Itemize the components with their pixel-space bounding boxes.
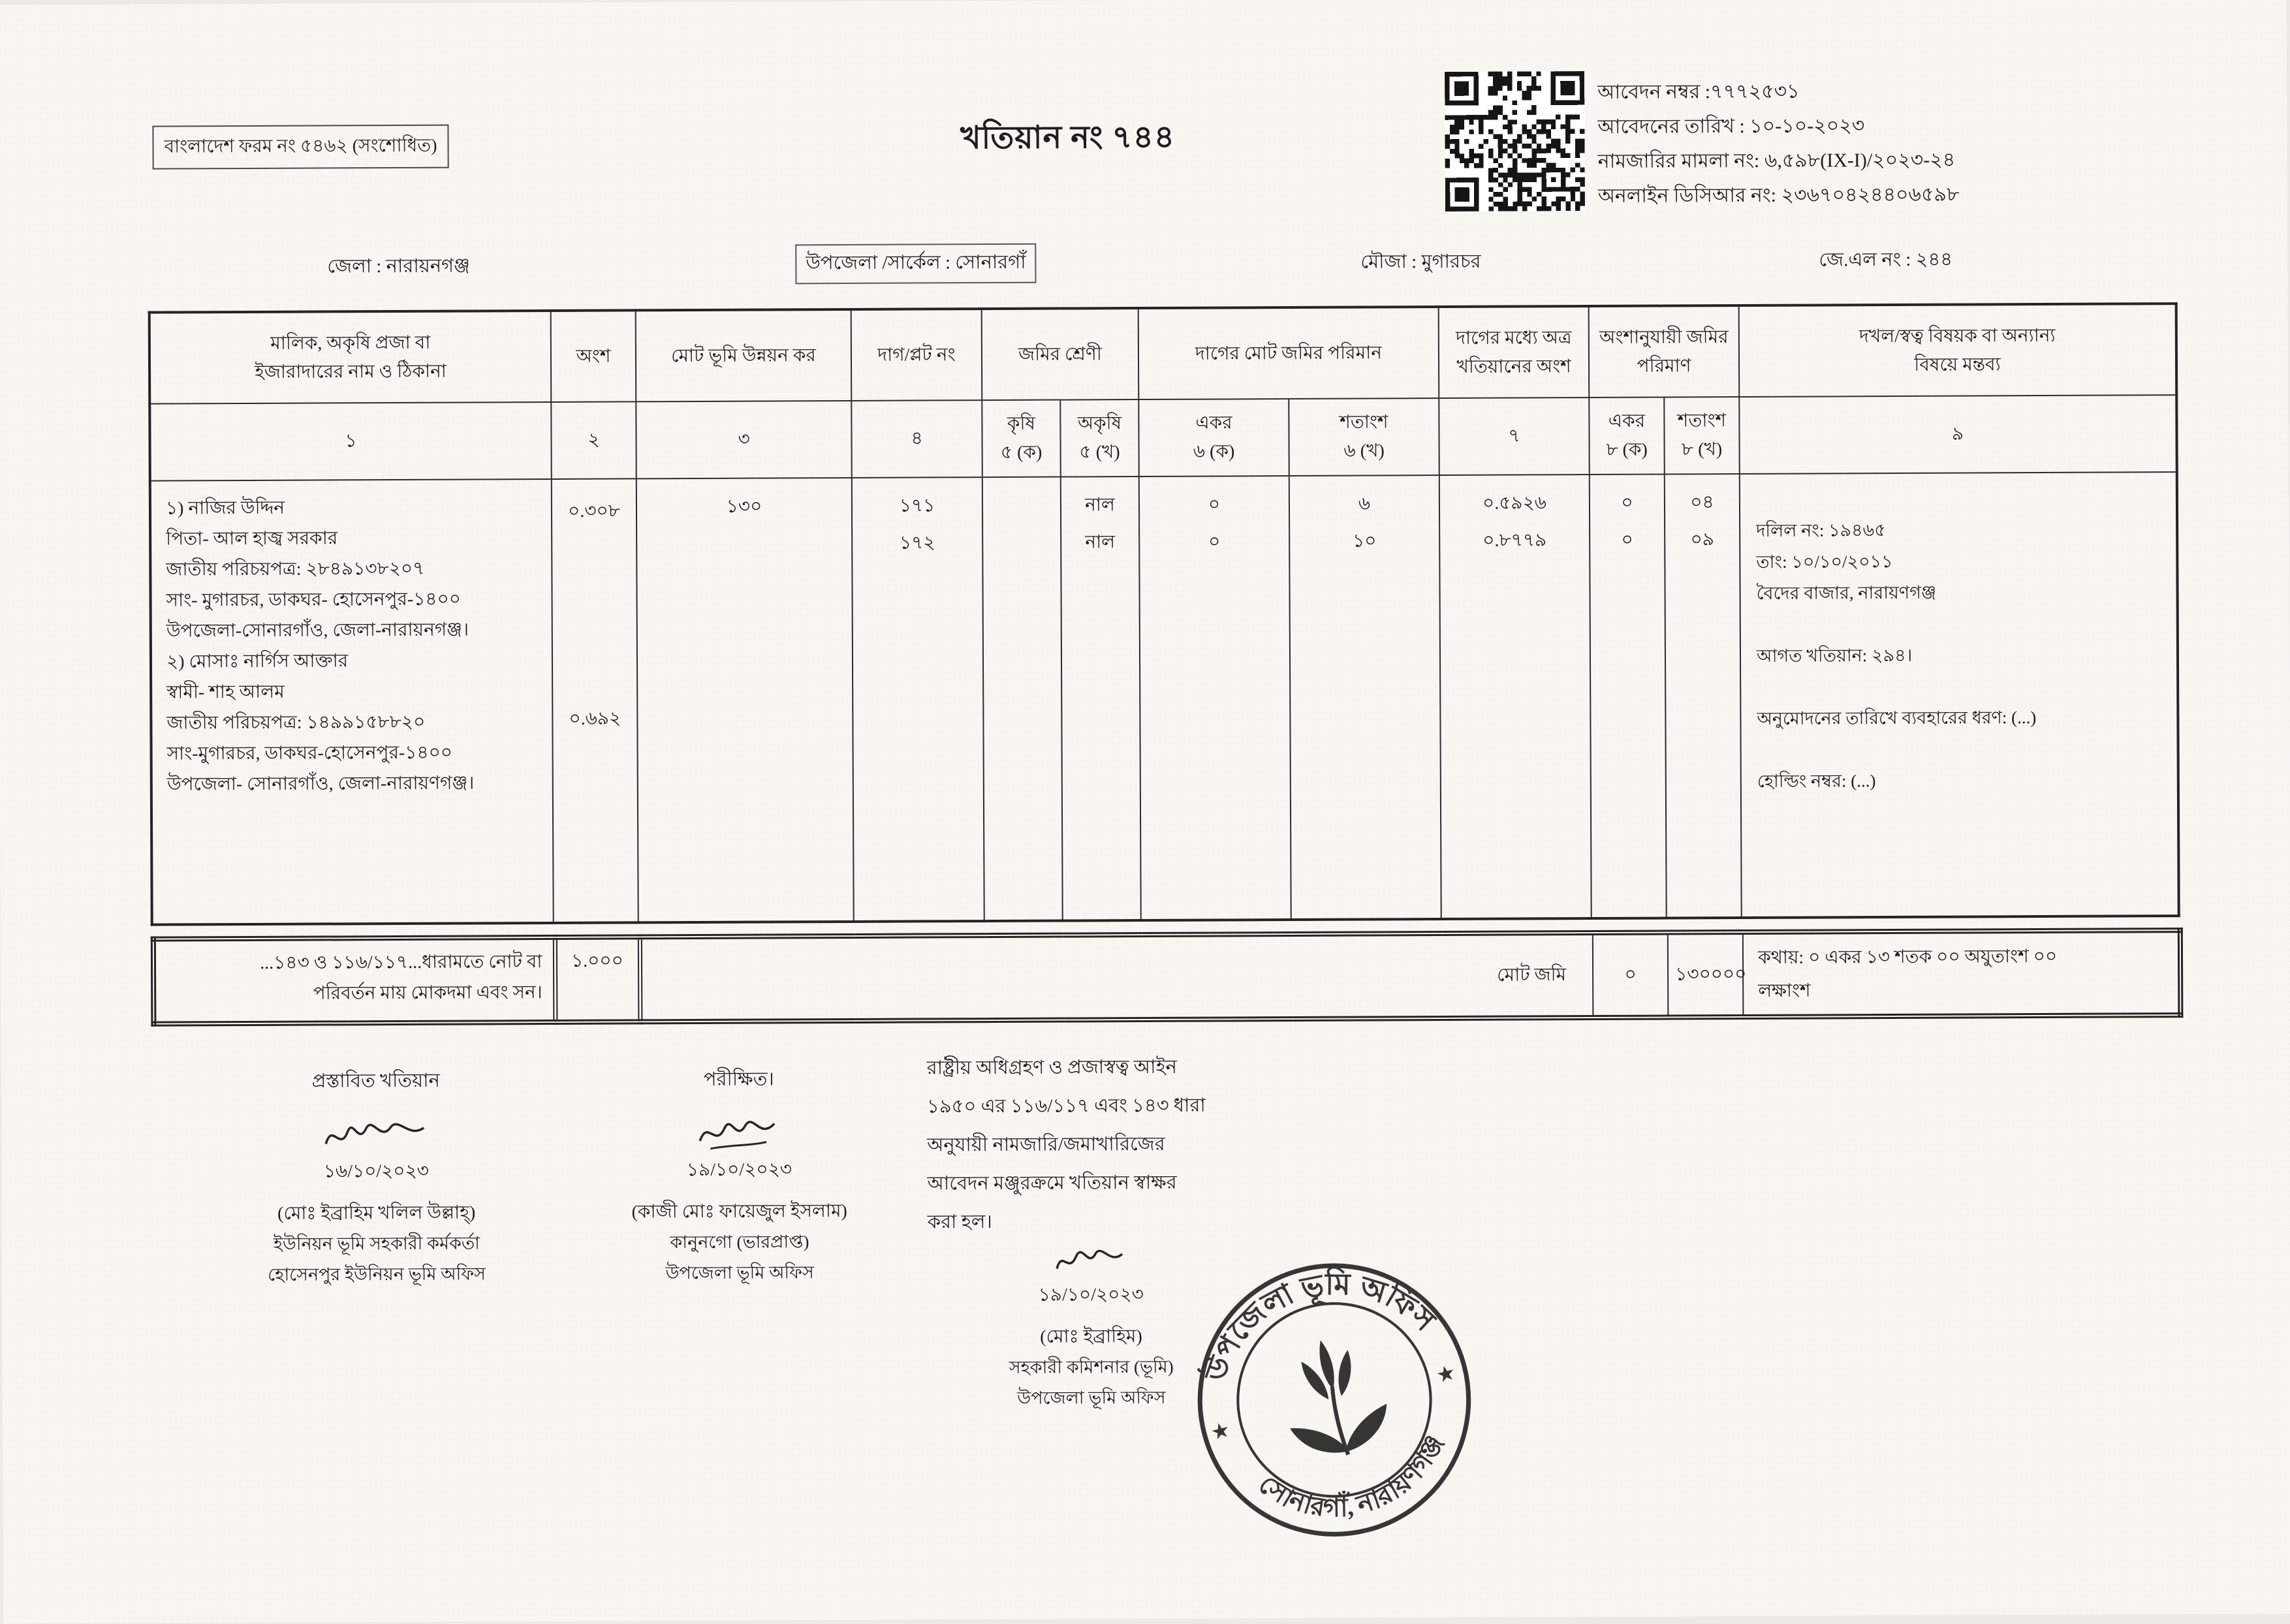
upazila-label: উপজেলা /সার্কেল : সোনারগাঁ bbox=[795, 243, 1037, 285]
seal-emblem-lily-icon bbox=[1271, 1328, 1396, 1467]
qr-code bbox=[1445, 71, 1585, 211]
signatory-office: হোসেনপুর ইউনিয়ন ভূমি অফিস bbox=[268, 1264, 486, 1285]
signatory-role: সহকারী কমিশনার (ভূমি) bbox=[1009, 1356, 1174, 1377]
signatory-name: (কাজী মোঃ ফায়েজুল ইসলাম) bbox=[631, 1200, 847, 1223]
col-share-header: অংশ bbox=[551, 310, 636, 402]
totals-label-cell: মোট জমি bbox=[640, 933, 1593, 1022]
form-number-box bbox=[152, 125, 448, 170]
application-meta bbox=[1597, 74, 1959, 213]
remarks-cell: দলিল নং: ১৯৪৬৫ তাং: ১০/১০/২০১১ বৈদের বাজার, নারায়ণগঞ্জ আগত খতিয়ান: ২৯৪। অনুমোদনের তারিখে ব্যবহারের ধরণ: (...) হোল্ডিং নম্বর: (...) bbox=[1740, 472, 2179, 918]
share-cell bbox=[552, 478, 638, 923]
owner-address-cell: ১) নাজির উদ্দিন পিতা- আল হাজ্ব সরকার জাতীয় পরিচয়পত্র: ২৮৪৯১৩৮২০৭ সাং- মুগারচর, ডাকঘর- হোসেনপুর-১৪০০ উপজেলা-সোনারগাঁও, জেলা-নারায়নগঞ্জ। ২) মোসাঃ নার্গিস আক্তার স্বামী- শাহ আলম জাতীয় পরিচয়পত্র: ১৪৯৯১৫৮৮২০ সাং-মুগারচর, ডাকঘর-হোসেনপুর-১৪০০ উপজেলা- সোনারগাঁও, জেলা-নারায়ণগঞ্জ। bbox=[150, 479, 554, 925]
col-dagtotal-header: দাগের মোট জমির পরিমান bbox=[1138, 307, 1439, 399]
signature-mark bbox=[193, 1114, 559, 1157]
col-khatianshare-header: দাগের মধ্যে অত্র খতিয়ানের অংশ bbox=[1439, 306, 1590, 398]
seal-top-text: উপজেলা ভূমি অফিস bbox=[1198, 1267, 1442, 1386]
form-number-text: বাংলাদেশ ফরম নং ৫৪৬২ (সংশোধিত) bbox=[164, 135, 437, 157]
district-label: জেলা : নারায়নগঞ্জ bbox=[327, 255, 470, 277]
seal-star-left-icon: ★ bbox=[1208, 1418, 1233, 1446]
totals-words-cell: কথায়: ০ একর ১৩ শতক ০০ অযুতাংশ ০০ লক্ষাংশ bbox=[1743, 930, 2181, 1017]
signature-title: পরীক্ষিত। bbox=[703, 1069, 774, 1090]
totals-row bbox=[151, 928, 2184, 1027]
col-sharearea-header: অংশানুযায়ী জমির পরিমাণ bbox=[1589, 305, 1740, 398]
col-remarks-header: দখল/স্বত্ব বিষয়ক বা অন্যান্য বিষয়ে মন্তব্য bbox=[1739, 304, 2177, 397]
signature-mark bbox=[928, 1243, 1254, 1281]
tax-cell: ১৩০ bbox=[636, 478, 854, 922]
share-value-2: ০.৬৯২ bbox=[569, 708, 621, 729]
mouza-label: মৌজা : মুগারচর bbox=[1360, 251, 1481, 273]
dag-acre-cell: ০ ০ bbox=[1139, 476, 1291, 920]
totals-note-cell: ...১৪৩ ও ১১৬/১১৭...ধারামতে নোট বা পরিবর্তন মায় মোকদমা এবং সন। bbox=[153, 937, 556, 1024]
colnum-1: ১ bbox=[149, 402, 552, 481]
signature-block-proposed bbox=[193, 1065, 559, 1290]
subcol-acre-8: একর ৮ (ক) bbox=[1589, 398, 1665, 475]
application-number: আবেদন নম্বর :৭৭৭২৫৩১ bbox=[1597, 80, 1800, 103]
subcol-agri: কৃষি ৫ (ক) bbox=[982, 400, 1061, 478]
signature-date: ১৯/১০/২০২৩ bbox=[686, 1159, 792, 1181]
colnum-3: ৩ bbox=[636, 401, 852, 478]
application-date: আবেদনের তারিখ : ১০-১০-২০২৩ bbox=[1597, 115, 1865, 138]
signature-date: ১৯/১০/২০২৩ bbox=[1038, 1285, 1144, 1305]
share-value-1: ০.৩০৮ bbox=[568, 501, 620, 522]
colnum-7: ৭ bbox=[1439, 398, 1590, 475]
subcol-shotangsho-6: শতাংশ ৬ (খ) bbox=[1289, 398, 1439, 476]
approval-statement: রাষ্ট্রীয় অধিগ্রহণ ও প্রজাস্বত্ব আইন ১৯৫০ এর ১১৬/১১৭ এবং ১৪৩ ধারা অনুযায়ী নামজারি/জমাখারিজের আবেদন মঞ্জুরক্রমে খতিয়ান স্বাক্ষর করা হল। bbox=[926, 1056, 1206, 1233]
share-acre-cell: ০ ০ bbox=[1590, 475, 1667, 918]
col-dag-header: দাগ/প্লট নং bbox=[851, 309, 982, 401]
totals-shotangsho-cell: ১৩০০০০ bbox=[1668, 932, 1744, 1018]
location-bar bbox=[0, 243, 2287, 277]
jl-number-label: জে.এল নং : ২৪৪ bbox=[1819, 249, 1953, 271]
seal-bottom-text: সোনারগাঁ, নারায়ণগঞ্জ bbox=[1253, 1431, 1450, 1523]
signature-date: ১৬/১০/২০২৩ bbox=[323, 1161, 430, 1182]
khatian-table bbox=[148, 302, 2180, 926]
signatory-name: (মোঃ ইব্রাহিম) bbox=[1040, 1326, 1142, 1347]
colnum-4: ৪ bbox=[851, 400, 982, 478]
dag-shotangsho-cell: ৬ ১০ bbox=[1289, 475, 1441, 920]
subcol-shotangsho-8: শতাংশ ৮ (খ) bbox=[1664, 397, 1740, 475]
signature-title: প্রস্তাবিত খতিয়ান bbox=[311, 1070, 440, 1092]
online-dcr-number: অনলাইন ডিসিআর নং: ২৩৬৭০৪২৪৪০৬৫৯৮ bbox=[1597, 183, 1960, 207]
signatory-office: উপজেলা ভূমি অফিস bbox=[1017, 1387, 1166, 1408]
colnum-2: ২ bbox=[551, 401, 636, 479]
mutation-case-number: নামজারির মামলা নং: ৬,৫৯৮(IX-I)/২০২৩-২৪ bbox=[1597, 149, 1956, 172]
khatian-share-cell: ০.৫৯২৬ ০.৮৭৭৯ bbox=[1439, 475, 1592, 919]
signatory-office: উপজেলা ভূমি অফিস bbox=[665, 1262, 814, 1283]
agri-class-cell bbox=[982, 477, 1063, 922]
page-title: খতিয়ান নং ৭৪৪ bbox=[960, 119, 1176, 156]
col-tax-header: মোট ভূমি উন্নয়ন কর bbox=[636, 309, 852, 401]
signatory-role: ইউনিয়ন ভূমি সহকারী কর্মকর্তা bbox=[273, 1233, 480, 1254]
col-landclass-header: জমির শ্রেণী bbox=[982, 308, 1139, 400]
col-owner-header: মালিক, অকৃষি প্রজা বা ইজারাদারের নাম ও ঠিকানা bbox=[149, 311, 552, 404]
signatory-name: (মোঃ ইব্রাহিম খলিল উল্লাহ্) bbox=[277, 1202, 476, 1224]
totals-share-cell: ১.০০০ bbox=[555, 937, 640, 1022]
signature-block-verified bbox=[569, 1064, 909, 1289]
signatory-role: কানুনগো (ভারপ্রাপ্ত) bbox=[670, 1232, 809, 1253]
share-shotangsho-cell: ০৪ ০৯ bbox=[1665, 474, 1742, 918]
colnum-9: ৯ bbox=[1739, 395, 2177, 474]
subcol-acre-6: একর ৬ (ক) bbox=[1138, 399, 1289, 476]
nonagri-class-cell: নাল নাল bbox=[1061, 476, 1141, 921]
seal-star-right-icon: ★ bbox=[1434, 1360, 1458, 1388]
totals-acre-cell: ০ bbox=[1593, 933, 1669, 1018]
signature-mark bbox=[569, 1113, 909, 1156]
dag-numbers-cell: ১৭১ ১৭২ bbox=[852, 477, 984, 922]
subcol-nonagri: অকৃষি ৫ (খ) bbox=[1060, 399, 1139, 477]
